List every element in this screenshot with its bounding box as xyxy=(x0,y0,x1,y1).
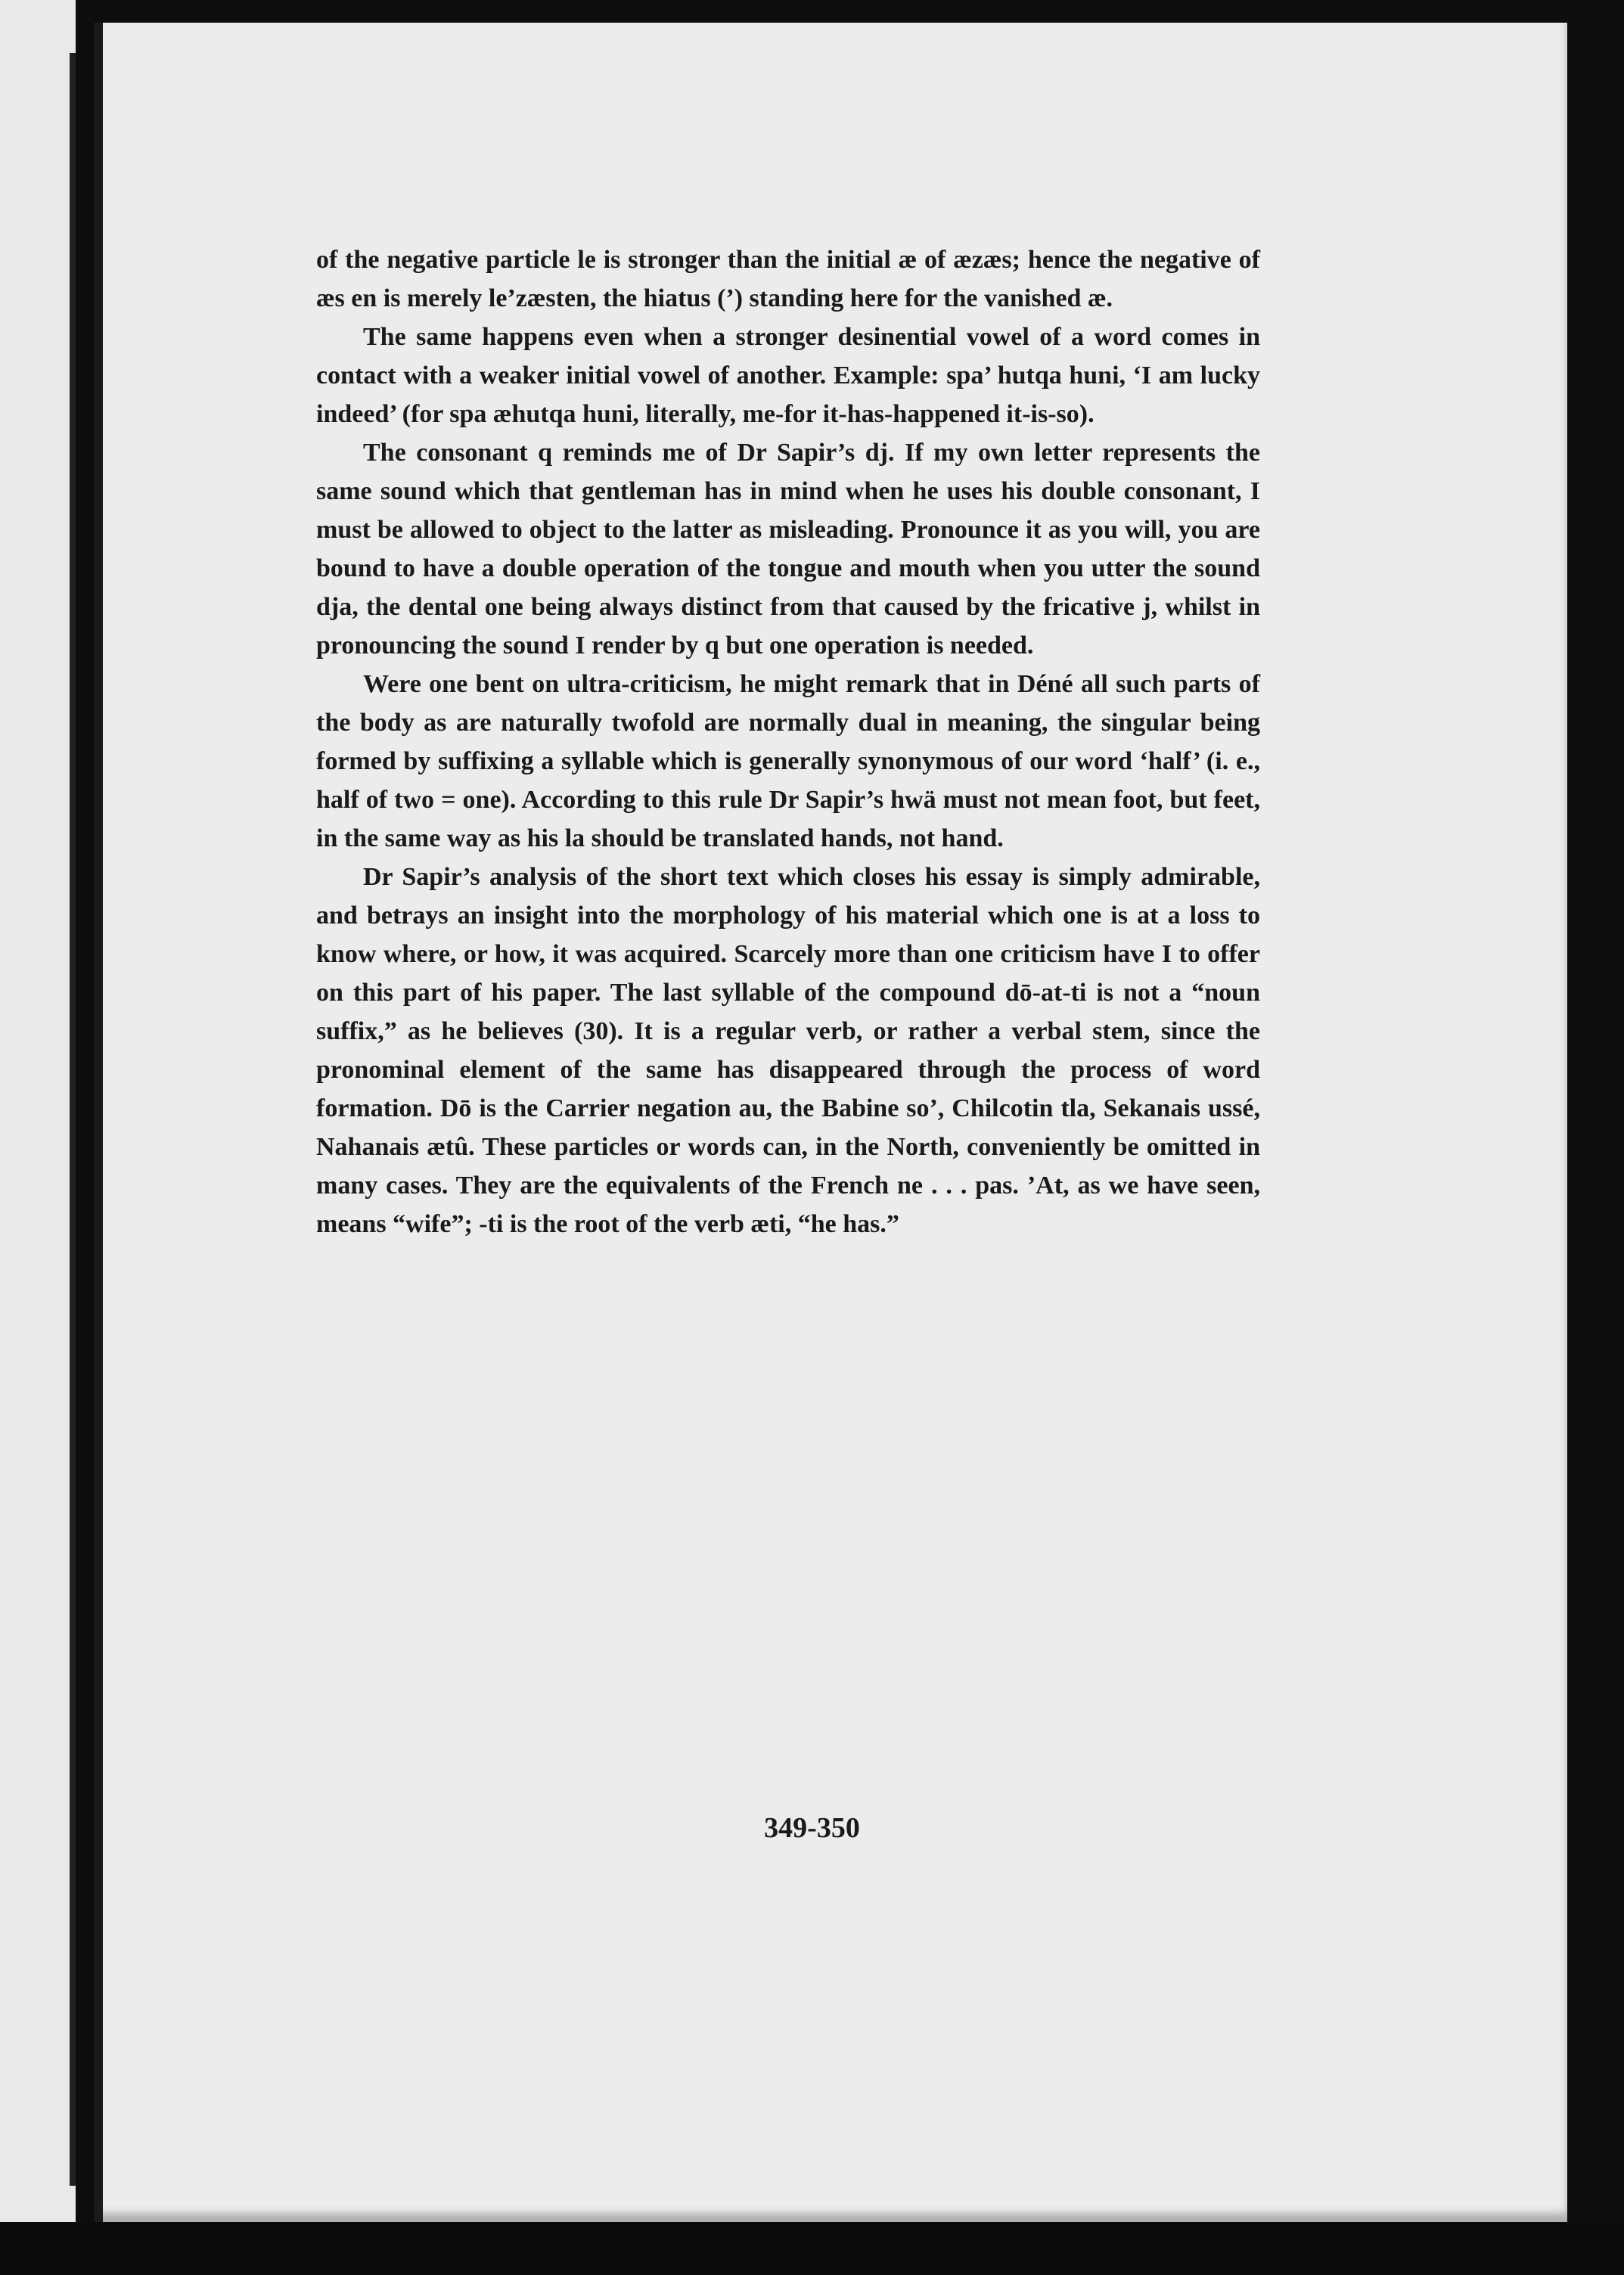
paragraph-4: Were one bent on ultra-criticism, he might remark that in Déné all such parts of the body as are naturally twofold are normally dual in meaning, the singular being formed by suffixing a syllable which is generally synonymous of our word ‘half’ (i. e., half of two = one). According to this rule Dr Sapir’s hwä must not mean foot, but feet, in the same way as his la should be translated hands, not hand. xyxy=(316,670,1260,852)
paragraph-3: The consonant q reminds me of Dr Sapir’s dj. If my own letter represents the same sound which that gentleman has in mind when he uses his double consonant, I must be allowed to object to the latter as misleading. Pronounce it as you will, you are bound to have a double operation of the tongue and mouth when you utter the sound dja, the dental one being always distinct from that caused by the fricative j, whilst in pronouncing the sound I render by q but one operation is needed. xyxy=(316,439,1260,660)
scanner-bottom-band xyxy=(0,2222,1624,2275)
body-text xyxy=(316,241,1260,1243)
paragraph-5: Dr Sapir’s analysis of the short text which closes his essay is simply admirable, and betrays an insight into the morphology of his material which one is at a loss to know where, or how, it was acquired. Scarcely more than one criticism have I to offer on this part of his paper. The last syllable of the compound dō-at-ti is not a “noun suffix,” as he believes (30). It is a regular verb, or rather a verbal stem, since the pronominal element of the same has disappeared through the process of word formation. Dō is the Carrier negation au, the Babine so’, Chilcotin tla, Sekanais ussé, Nahanais ætû. These particles or words can, in the North, conveniently be omitted in many cases. They are the equivalents of the French ne . . . pas. ’At, as we have seen, means “wife”; -ti is the root of the verb æti, “he has.” xyxy=(316,863,1260,1238)
paragraph-1: of the negative particle le is stronger than the initial æ of æzæs; hence the negative of æs en is merely le’zæsten, the hiatus (’) standing here for the vanished æ. xyxy=(316,246,1260,312)
page-number: 349-350 xyxy=(764,1812,860,1844)
previous-page-edge xyxy=(0,0,76,2275)
paragraph-2: The same happens even when a stronger desinential vowel of a word comes in contact with a weaker initial vowel of another. Example: spa’ hutqa huni, ‘I am lucky indeed’ (for spa æhutqa huni, literally, me-for it-has-happened it-is-so). xyxy=(316,323,1260,428)
